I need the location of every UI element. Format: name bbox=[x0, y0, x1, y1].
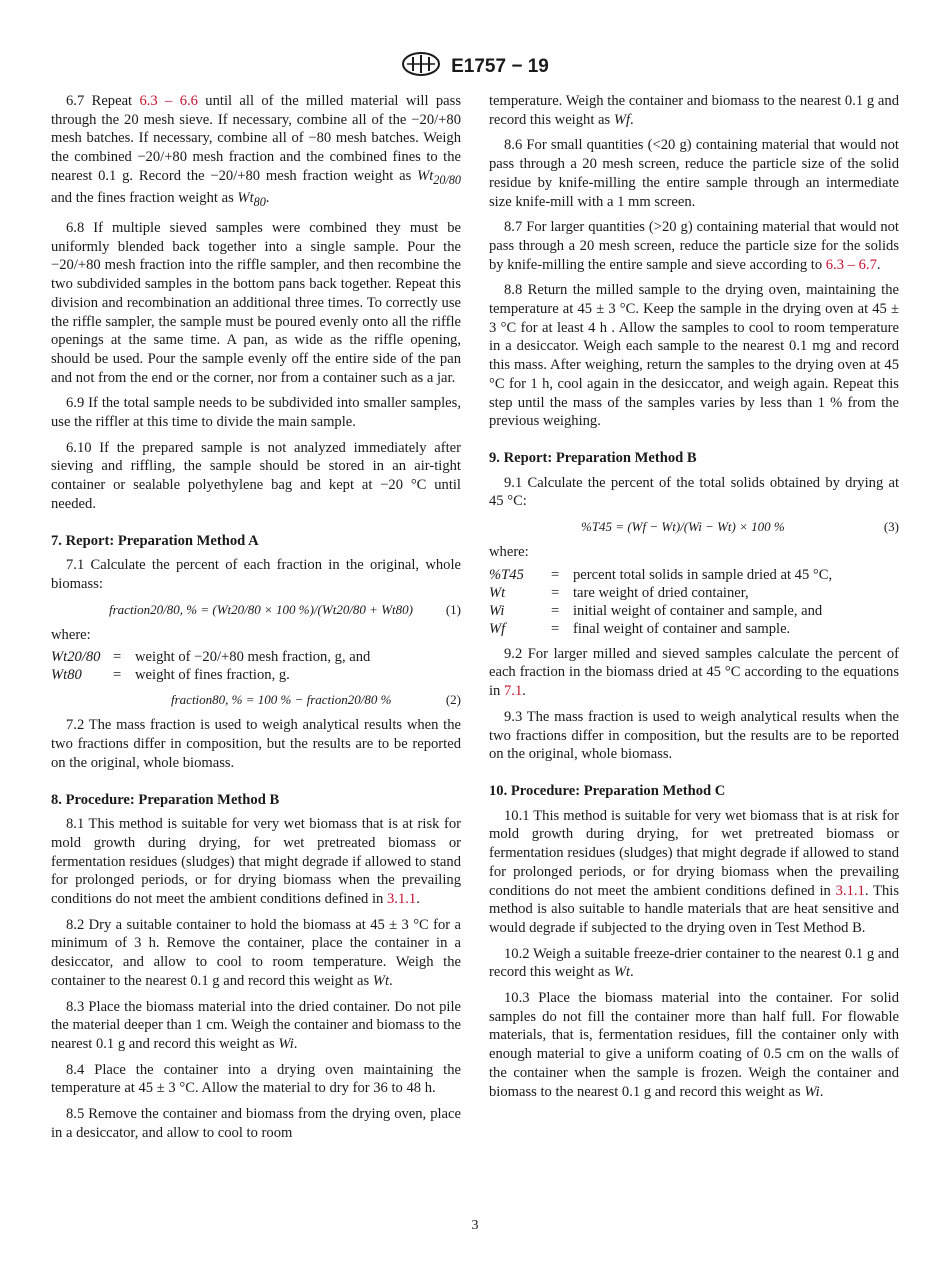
para-8-8: 8.8 Return the milled sample to the drying oven, maintaining the temperature at 45 ± 3 °C. Keep the sample in the drying oven at 45 ± 3 °C for at least 4 h . Allow the samples to cool to room temperature in a desiccator. Weigh each sample to the nearest 0.1 mg and record this mass. After weighing, return the samples to the drying oven at 45 °C for 1 h, cool again in the desiccator, and weigh again. Repeat this step until the mass of the samples varies by less than 1 % from the previous weighing. bbox=[489, 282, 899, 430]
para-6-9: 6.9 If the total sample needs to be subdivided into smaller samples, use the riffler at this time to divide the main sample. bbox=[51, 395, 461, 431]
right-column bbox=[489, 92, 899, 1108]
definition-row: Wt80 = weight of fines fraction, g. bbox=[51, 667, 290, 684]
section-9-heading: 9. Report: Preparation Method B bbox=[489, 449, 697, 466]
definition-row: Wt = tare weight of dried container, bbox=[489, 584, 749, 601]
where-label: where: bbox=[51, 626, 91, 643]
para-8-6: 8.6 For small quantities (<20 g) containing material that would not pass through a 20 mesh screen, reduce the particle size of the solid residue by knife-milling the entire sample through an intermediate size knife-mill with a 1 mm screen. bbox=[489, 137, 899, 210]
link-3-1-1[interactable]: 3.1.1 bbox=[387, 891, 417, 908]
para-10-3: 10.3 Place the biomass material into the container. For solid samples do not fill the container more than half full. For flowable materials, that is, fermentation residues, fill the container only with enough material to give a uniform coating of 0.5 cm on the walls of the container when the sample is frozen. Weigh the container and biomass to the nearest 0.1 g and record this weight as Wi. bbox=[489, 990, 899, 1100]
astm-logo-icon bbox=[401, 52, 441, 81]
equation-2: fraction80, % = 100 % − fraction20/80 % (2) bbox=[171, 692, 461, 708]
para-6-8: 6.8 If multiple sieved samples were combined they must be uniformly blended back together into a single sample. Pour the −20/+80 mesh fraction into the riffle sampler, and then recombine the two subdivided samples in the bottom pans back together. Repeat this division and recombination an additional three times. To correctly use the riffle sampler, the sample must be poured evenly onto all the riffle openings at the same time. A pan, as wide as the riffle opening, should be used. Pour the sample evenly off the entire side of the pan and not from the end or the corner, nor from a container such as a jar. bbox=[51, 220, 461, 386]
section-8-heading: 8. Procedure: Preparation Method B bbox=[51, 791, 280, 808]
definitions-3 bbox=[489, 566, 832, 638]
page-number: 3 bbox=[471, 1218, 479, 1233]
para-9-3: 9.3 The mass fraction is used to weigh analytical results when the two fractions differ in composition, but the results are to be reported on the original, whole biomass. bbox=[489, 708, 899, 763]
para-8-7: 8.7 For larger quantities (>20 g) containing material that would not pass through a 20 mesh screen, reduce the particle size for the solids by knife-milling the entire sample and sieve according to 6.3 – 6.7. bbox=[489, 219, 899, 273]
left-column bbox=[51, 92, 461, 1149]
standard-number: E1757 − 19 bbox=[451, 55, 549, 77]
link-6-3-6-7[interactable]: 6.3 – 6.7 bbox=[825, 256, 877, 273]
link-3-1-1[interactable]: 3.1.1 bbox=[835, 882, 865, 899]
para-7-2: 7.2 The mass fraction is used to weigh analytical results when the two fractions differ in composition, but the results are to be reported on the original, whole biomass. bbox=[51, 717, 461, 771]
para-8-5-continued: temperature. Weigh the container and biomass to the nearest 0.1 g and record this weight as Wf. bbox=[489, 93, 899, 128]
equation-1: fraction20/80, % = (Wt20/80 × 100 %)/(Wt20/80 + Wt80) (1) bbox=[109, 601, 461, 617]
equation-3: %T45 = (Wf − Wt)/(Wi − Wt) × 100 % (3) bbox=[581, 519, 899, 535]
link-6-3-6-6[interactable]: 6.3 – 6.6 bbox=[139, 93, 198, 109]
page-header bbox=[0, 52, 950, 81]
section-7-heading: 7. Report: Preparation Method A bbox=[51, 532, 259, 549]
definition-row: Wt20/80 = weight of −20/+80 mesh fraction, g, and bbox=[51, 649, 371, 666]
para-8-5: 8.5 Remove the container and biomass from the drying oven, place in a desiccator, and allow to cool to room bbox=[51, 1106, 461, 1141]
para-6-7: 6.7 Repeat 6.3 – 6.6 until all of the milled material will pass through the 20 mesh sieve. If necessary, combine all of the −20/+80 mesh batches. If necessary, combine all of −80 mesh batches. Weigh the combined −20/+80 mesh fraction and the combined fines to the nearest 0.1 g. Record the −20/+80 mesh fraction weight as $Wt_{20/80}$ and the fines fraction weight as $Wt_{80}$. bbox=[51, 93, 462, 210]
definition-row: Wf = final weight of container and sample. bbox=[489, 620, 791, 637]
para-8-3: 8.3 Place the biomass material into the dried container. Do not pile the material deeper than 1 cm. Weigh the container and biomass to the nearest 0.1 g and record this weight as Wi. bbox=[51, 998, 461, 1052]
para-8-2: 8.2 Dry a suitable container to hold the biomass at 45 ± 3 °C for a minimum of 3 h. Remove the container, place the container in a desiccator, and allow to cool to room temperature. Weigh the container to the nearest 0.1 g and record this weight as Wt. bbox=[51, 916, 461, 989]
para-9-1: 9.1 Calculate the percent of the total solids obtained by drying at 45 °C: bbox=[489, 474, 899, 510]
para-10-2: 10.2 Weigh a suitable freeze-drier container to the nearest 0.1 g and record this weight as Wt. bbox=[489, 945, 899, 981]
para-10-1: 10.1 This method is suitable for very wet biomass that is at risk for mold growth during drying, for wet pretreated biomass or fermentation residues (sludges) that might degrade if allowed to stand for prolonged periods, or for drying biomass when the prevailing conditions do not meet the ambient conditions defined in 3.1.1. This method is also suitable to handle materials that are heat sensitive and would degrade if subjected to the drying oven in Test Method B. bbox=[489, 807, 900, 936]
definition-row: Wi = initial weight of container and sample, and bbox=[489, 602, 823, 619]
definition-row: %T45 = percent total solids in sample dried at 45 °C, bbox=[489, 566, 833, 583]
para-9-2: 9.2 For larger milled and sieved samples calculate the percent of each fraction in the biomass dried at 45 °C according to the equations in 7.1. bbox=[489, 645, 899, 700]
link-7-1[interactable]: 7.1 bbox=[504, 683, 523, 700]
where-label: where: bbox=[489, 544, 529, 561]
para-7-1: 7.1 Calculate the percent of each fraction in the original, whole biomass: bbox=[51, 557, 461, 592]
definitions-1 bbox=[51, 648, 370, 684]
section-10-heading: 10. Procedure: Preparation Method C bbox=[489, 782, 726, 799]
para-8-1: 8.1 This method is suitable for very wet biomass that is at risk for mold growth during drying, for wet pretreated biomass or fermentation residues (sludges) that might degrade if allowed to stand for prolonged periods, or for drying biomass when the prevailing conditions do not meet the ambient conditions defined in 3.1.1. bbox=[51, 816, 461, 908]
para-6-10: 6.10 If the prepared sample is not analyzed immediately after sieving and riffling, the sample should be stored in an air-tight container or sealable polyethylene bag and kept at −20 °C until needed. bbox=[51, 439, 461, 512]
para-8-4: 8.4 Place the container into a drying oven maintaining the temperature at 45 ± 3 °C. Allow the material to dry for 36 to 48 h. bbox=[51, 1061, 461, 1097]
